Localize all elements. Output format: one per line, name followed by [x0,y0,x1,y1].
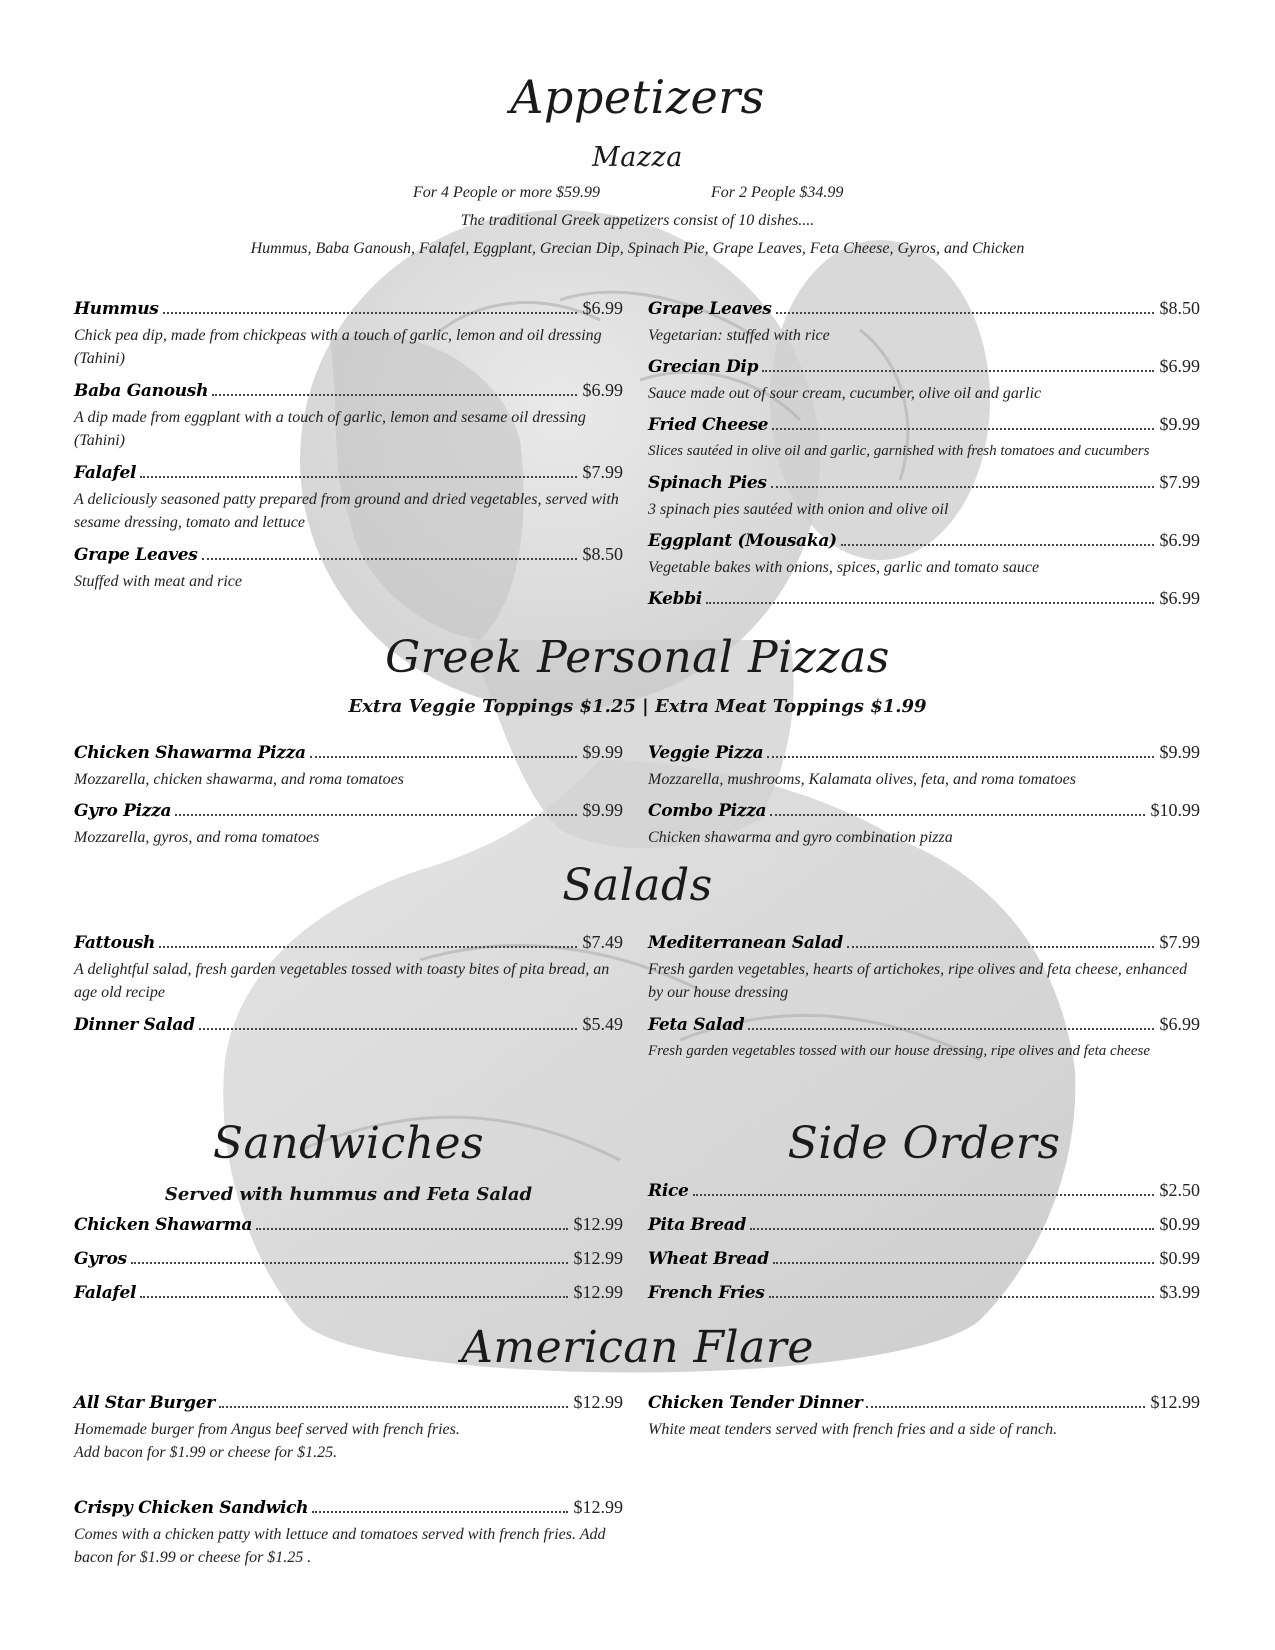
leader-dots [770,814,1144,816]
menu-item [74,1014,623,1040]
leader-dots [866,1406,1144,1408]
leader-dots [175,814,576,816]
item-description: Vegetarian: stuffed with rice [648,327,830,344]
item-description-addon: Add bacon for $1.99 or cheese for $1.25. [74,1444,338,1461]
leader-dots [312,1511,567,1513]
item-description: Fresh garden vegetables tossed with our house dressing, ripe olives and feta cheese [648,1043,1150,1059]
leader-dots [219,1406,568,1408]
menu-item [648,800,1200,849]
item-name: Falafel [74,463,137,483]
item-price: $7.99 [1159,932,1200,952]
leader-dots [750,1228,1153,1230]
item-price: $0.99 [1159,1248,1200,1268]
item-name: Pita Bread [648,1215,747,1235]
american-flare-title: American Flare [461,1322,814,1373]
leader-dots [140,1296,567,1298]
leader-dots [131,1262,568,1264]
item-price: $7.99 [582,462,623,482]
item-price: $12.99 [573,1392,623,1412]
item-name: Gyro Pizza [74,801,172,821]
menu-item [648,1014,1200,1063]
menu-item [648,1392,1200,1441]
menu-item [648,932,1200,1004]
item-name: Wheat Bread [648,1249,769,1269]
menu-item [648,298,1200,347]
item-name: Eggplant (Mousaka) [648,531,837,551]
menu-item [648,1282,1200,1308]
item-name: Mediterranean Salad [648,933,843,953]
menu-item [648,414,1200,463]
item-price: $2.50 [1159,1180,1200,1200]
item-price: $9.99 [582,742,623,762]
item-price: $12.99 [1150,1392,1200,1412]
item-description: Comes with a chicken patty with lettuce and tomatoes served with french fries. Add bacon for $1.99 or cheese for $1.25 . [74,1526,606,1566]
menu-item [74,380,623,452]
item-description: Slices sautéed in olive oil and garlic, garnished with fresh tomatoes and cucumbers [648,443,1150,459]
item-price: $6.99 [1159,356,1200,376]
item-price: $12.99 [573,1248,623,1268]
leader-dots [776,312,1154,314]
menu-item [74,1282,623,1308]
item-price: $8.50 [582,544,623,564]
sandwiches-subtitle: Served with hummus and Feta Salad [164,1184,533,1205]
menu-item [74,298,623,370]
leader-dots [310,756,577,758]
leader-dots [202,558,577,560]
leader-dots [140,476,576,478]
item-name: Combo Pizza [648,801,767,821]
mazza-price-2-people: For 2 People $34.99 [711,184,844,201]
item-description: White meat tenders served with french fries and a side of ranch. [648,1421,1058,1438]
item-name: Grecian Dip [648,357,759,377]
leader-dots [847,946,1154,948]
menu-item [648,1214,1200,1240]
menu-item [648,742,1200,791]
menu-item [74,462,623,534]
item-price: $12.99 [573,1214,623,1234]
item-description: Stuffed with meat and rice [74,573,242,590]
item-name: Kebbi [648,589,702,609]
item-description: A delightful salad, fresh garden vegetables tossed with toasty bites of pita bread, an age old recipe [74,961,610,1001]
leader-dots [693,1194,1154,1196]
menu-item [648,530,1200,579]
leader-dots [771,486,1154,488]
menu-item [74,742,623,791]
menu-item [648,1248,1200,1274]
mazza-intro-text: The traditional Greek appetizers consist of 10 dishes.... [460,212,815,229]
side-orders-title: Side Orders [787,1118,1061,1169]
leader-dots [199,1028,577,1030]
item-description: Mozzarella, mushrooms, Kalamata olives, feta, and roma tomatoes [648,771,1076,788]
item-name: Fattoush [74,933,156,953]
item-name: French Fries [648,1283,765,1303]
item-name: Dinner Salad [74,1015,195,1035]
leader-dots [772,428,1153,430]
menu-item [648,1180,1200,1206]
item-name: Fried Cheese [648,415,769,435]
item-name: Crispy Chicken Sandwich [74,1498,309,1518]
pizzas-toppings-subtitle: Extra Veggie Toppings $1.25 | Extra Meat Toppings $1.99 [348,696,927,717]
item-description: Vegetable bakes with onions, spices, garlic and tomato sauce [648,559,1040,576]
menu-item [648,472,1200,521]
item-description: Chick pea dip, made from chickpeas with a touch of garlic, lemon and oil dressing (Tahini) [74,327,602,367]
item-description: Mozzarella, chicken shawarma, and roma tomatoes [74,771,404,788]
item-price: $7.49 [582,932,623,952]
item-name: Feta Salad [648,1015,745,1035]
menu-item [74,932,623,1004]
item-name: Rice [648,1181,689,1201]
leader-dots [212,394,576,396]
leader-dots [163,312,577,314]
item-name: Hummus [74,299,159,319]
item-name: Chicken Shawarma Pizza [74,743,306,763]
item-price: $9.99 [582,800,623,820]
mazza-price-4-people: For 4 People or more $59.99 [413,184,600,201]
item-price: $6.99 [1159,530,1200,550]
leader-dots [762,370,1153,372]
menu-item [74,544,623,593]
item-name: Grape Leaves [648,299,772,319]
item-description: A deliciously seasoned patty prepared from ground and dried vegetables, served with sesame dressing, tomato and lettuce [74,491,619,531]
item-price: $12.99 [573,1497,623,1517]
item-name: Falafel [74,1283,137,1303]
menu-item [74,1392,623,1464]
item-description: Sauce made out of sour cream, cucumber, olive oil and garlic [648,385,1042,402]
item-price: $8.50 [1159,298,1200,318]
item-description: Mozzarella, gyros, and roma tomatoes [74,829,320,846]
menu-item [648,356,1200,405]
leader-dots [159,946,576,948]
leader-dots [773,1262,1154,1264]
pizzas-title: Greek Personal Pizzas [385,632,890,683]
menu-item [74,1497,623,1569]
item-price: $12.99 [573,1282,623,1302]
item-name: Baba Ganoush [74,381,209,401]
leader-dots [748,1028,1153,1030]
item-name: All Star Burger [74,1393,215,1413]
item-description: Homemade burger from Angus beef served with french fries. [74,1421,460,1438]
item-price: $6.99 [1159,1014,1200,1034]
leader-dots [841,544,1154,546]
item-description: A dip made from eggplant with a touch of garlic, lemon and sesame oil dressing (Tahini) [74,409,586,449]
mazza-dish-list: Hummus, Baba Ganoush, Falafel, Eggplant, Grecian Dip, Spinach Pie, Grape Leaves, Feta Cheese, Gyros, and Chicken [250,240,1025,257]
appetizers-title: Appetizers [510,70,765,124]
item-name: Chicken Shawarma [74,1215,253,1235]
mazza-subtitle: Mazza [592,142,683,173]
item-price: $9.99 [1159,414,1200,434]
item-price: $6.99 [582,298,623,318]
item-name: Grape Leaves [74,545,198,565]
item-price: $5.49 [582,1014,623,1034]
item-price: $3.99 [1159,1282,1200,1302]
item-price: $10.99 [1150,800,1200,820]
item-description: Chicken shawarma and gyro combination pizza [648,829,953,846]
item-price: $0.99 [1159,1214,1200,1234]
leader-dots [769,1296,1154,1298]
item-name: Spinach Pies [648,473,767,493]
leader-dots [706,602,1154,604]
menu-item [74,1214,623,1240]
item-price: $6.99 [1159,588,1200,608]
salads-title: Salads [562,860,713,911]
item-name: Veggie Pizza [648,743,764,763]
item-price: $6.99 [582,380,623,400]
leader-dots [767,756,1153,758]
sandwiches-title: Sandwiches [212,1118,485,1169]
item-description: 3 spinach pies sautéed with onion and olive oil [648,501,949,518]
item-name: Gyros [74,1249,127,1269]
leader-dots [256,1228,567,1230]
item-description: Fresh garden vegetables, hearts of artichokes, ripe olives and feta cheese, enhanced by our house dressing [648,961,1188,1001]
menu-item [74,800,623,849]
menu-item [648,588,1200,614]
item-price: $9.99 [1159,742,1200,762]
item-price: $7.99 [1159,472,1200,492]
menu-item [74,1248,623,1274]
item-name: Chicken Tender Dinner [648,1393,863,1413]
